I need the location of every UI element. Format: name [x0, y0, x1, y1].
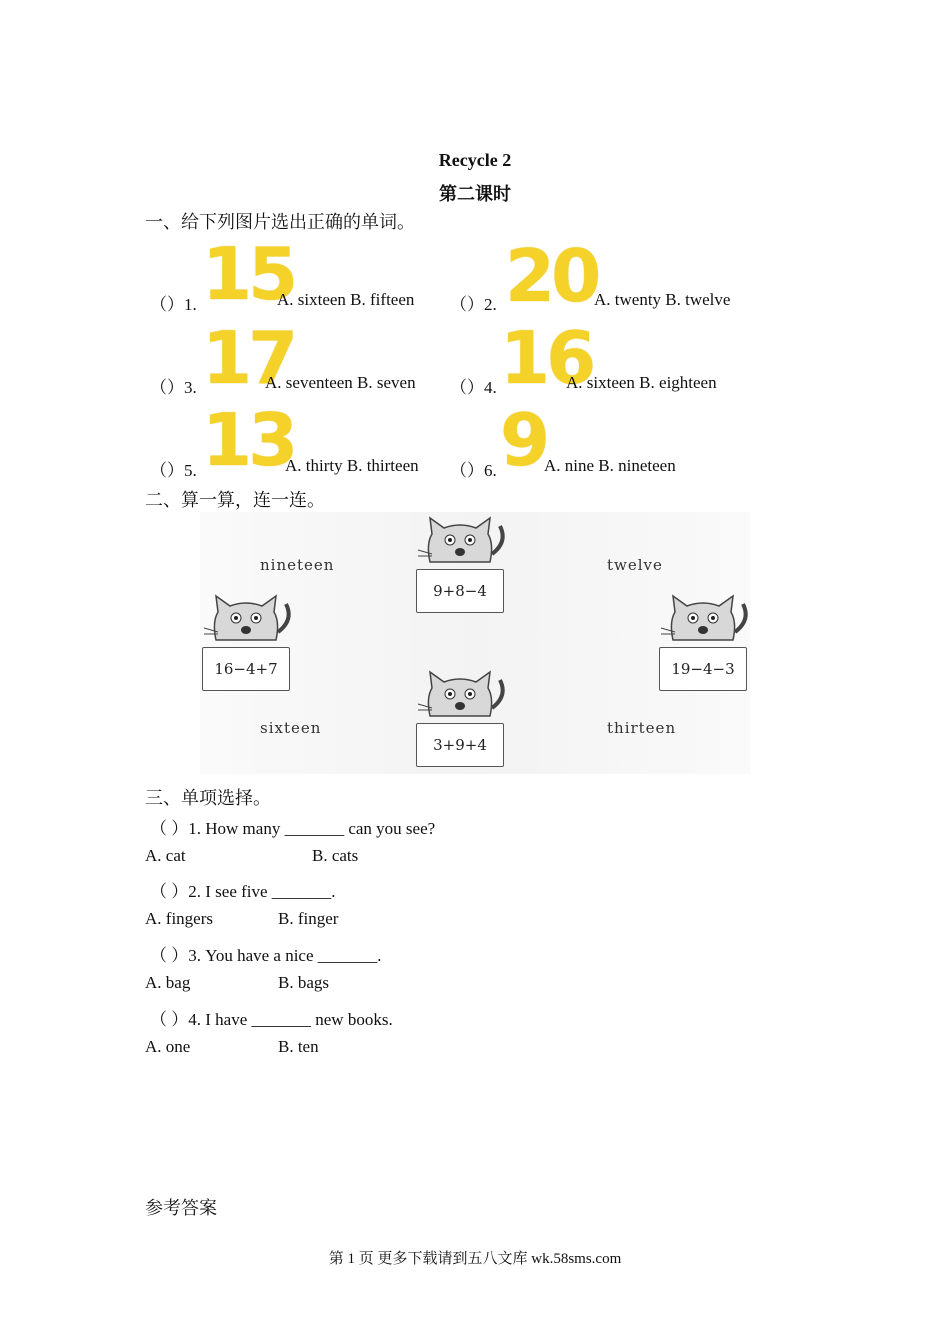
section3-heading: 三、单项选择。: [145, 788, 271, 808]
page-subtitle: 第二课时: [439, 184, 511, 204]
option-b: B. ten: [278, 1037, 319, 1056]
match-word: twelve: [607, 556, 663, 574]
option-b: B. cats: [312, 846, 359, 865]
match-word: thirteen: [607, 719, 677, 737]
cat-card: [202, 592, 292, 691]
option-b: B. bags: [278, 973, 329, 992]
cat-card: [416, 668, 506, 767]
question-stem: （ ）4. I have _______ new books.: [150, 1010, 393, 1029]
option-a: A. fingers: [145, 909, 213, 928]
item-options: A. thirty B. thirteen: [285, 456, 419, 475]
number-image: 17: [202, 316, 295, 400]
cat-icon: [202, 592, 294, 642]
item-paren: （）5.: [150, 461, 197, 480]
cat-icon: [416, 514, 508, 564]
option-a: A. one: [145, 1037, 191, 1056]
question-stem: （ ）2. I see five _______.: [150, 882, 336, 901]
number-image: 16: [500, 316, 593, 400]
item-paren: （）4.: [450, 378, 497, 397]
cat-icon: [416, 668, 508, 718]
sum-box: 9+8−4: [416, 569, 504, 613]
number-image: 9: [500, 398, 547, 482]
section1-heading: 一、给下列图片选出正确的单词。: [145, 212, 415, 232]
match-word: sixteen: [260, 719, 322, 737]
item-paren: （）3.: [150, 378, 197, 397]
page-footer: 第 1 页 更多下载请到五八文库 wk.58sms.com: [328, 1251, 622, 1267]
item-paren: （）6.: [450, 461, 497, 480]
item-options: A. seventeen B. seven: [265, 373, 416, 392]
number-image: 20: [505, 234, 598, 318]
sum-box: 16−4+7: [202, 647, 290, 691]
cat-card: [416, 514, 506, 613]
option-a: A. bag: [145, 973, 191, 992]
option-b: B. finger: [278, 909, 339, 928]
number-image: 13: [202, 398, 295, 482]
cat-card: [659, 592, 749, 691]
match-word: nineteen: [260, 556, 335, 574]
item-options: A. nine B. nineteen: [544, 456, 676, 475]
question-stem: （ ）1. How many _______ can you see?: [150, 819, 436, 838]
section2-heading: 二、算一算，连一连。: [145, 490, 325, 510]
sum-box: 3+9+4: [416, 723, 504, 767]
page-title: Recycle 2: [438, 150, 512, 170]
item-options: A. sixteen B. eighteen: [566, 373, 717, 392]
cat-icon: [659, 592, 751, 642]
number-image: 15: [202, 232, 295, 316]
sum-box: 19−4−3: [659, 647, 747, 691]
question-stem: （ ）3. You have a nice _______.: [150, 946, 382, 965]
answers-heading: 参考答案: [145, 1198, 217, 1218]
item-options: A. sixteen B. fifteen: [277, 290, 415, 309]
item-paren: （）2.: [450, 295, 497, 314]
item-options: A. twenty B. twelve: [594, 290, 731, 309]
option-a: A. cat: [145, 846, 186, 865]
item-paren: （）1.: [150, 295, 197, 314]
